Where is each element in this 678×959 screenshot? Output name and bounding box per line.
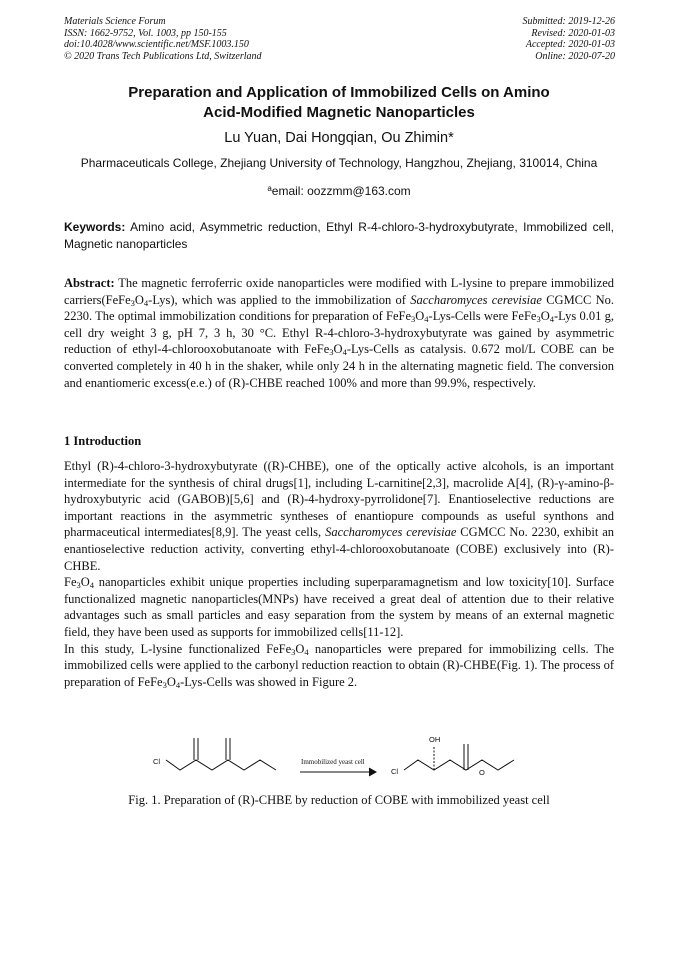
formula-element-o: O — [540, 309, 550, 324]
keywords-label: Keywords: — [64, 220, 126, 234]
formula-fe3o4 — [399, 309, 429, 323]
formula-fe3o4 — [64, 575, 94, 589]
formula-subscript-3: 3 — [291, 646, 296, 657]
intro-text: nanoparticles exhibit unique properties including superparamagnetism and low toxicity[10]. Surface functionalized magnetic nanoparticles(MNPs) have received a great deal of attention due to their relative advantages such as small particles and easy separation from the system by means of an external magnetic field, they have been used as supports for immobilized cells[11-12]. — [64, 575, 614, 639]
copyright-line: © 2020 Trans Tech Publications Ltd, Switzerland — [64, 50, 262, 62]
abstract — [64, 275, 614, 391]
formula-element-fe: Fe — [523, 309, 537, 324]
intro-text: In this study, L-lysine functionalized Fe — [64, 641, 279, 656]
intro-text: nanoparticles were prepared for immobilizing cells. The immobilized cells were applied to the carbonyl reduction reaction to obtain (R)-CHBE(Fig. 1). The process of preparation of Fe — [64, 641, 614, 689]
intro-text: Ethyl (R)-4-chloro-3-hydroxybutyrate ((R)-CHBE), one of the optically active alcohols, is an important intermediate for the synthesis of chiral drugs[1], including L-carnitine[2,3], macrolide A[4], (R)-γ-amino-β-hydroxybutyric acid (GABOB)[5,6] and (R)-4-hydroxy-pyrrolidone[7]. Enantioselective reductions are important reactions in the asymmetric syntheses of enantiopure compounds as useful synthons and pharmaceutical intermediates[8,9]. The yeast cells, — [64, 459, 614, 540]
formula-fe3o4 — [118, 293, 148, 307]
section-heading-introduction: 1 Introduction — [64, 434, 142, 448]
abstract-text: CGMCC No. 2230. The optimal immobilization conditions for preparation of Fe — [64, 292, 615, 324]
formula-subscript-3: 3 — [162, 679, 167, 690]
formula-fe3o4 — [524, 309, 554, 323]
formula-subscript-3: 3 — [411, 314, 416, 325]
formula-element-fe: Fe — [64, 575, 77, 590]
title-line-2: Acid-Modified Magnetic Nanoparticles — [203, 104, 475, 121]
formula-fe3o4 — [150, 675, 180, 689]
formula-subscript-4: 4 — [304, 646, 309, 657]
intro-paragraph-3 — [64, 641, 614, 691]
intro-paragraph-2 — [64, 574, 614, 640]
abstract-text: -Lys 0.01 g, cell dry weight 3 g, pH 7, 3 h, 30 °C. Ethyl R-4-chloro-3-hydroxybutyrate was gained by asymmetric reduction of ethyl-4-chlorooxobutanoate with Fe — [64, 309, 614, 357]
authors: Lu Yuan, Dai Hongqian, Ou Zhimin* — [224, 130, 454, 146]
online-date: Online: 2020-07-20 — [535, 50, 615, 62]
species-name: Saccharomyces cerevisiae — [325, 525, 457, 540]
cobe-carbonyl — [194, 738, 198, 760]
title-line-1: Preparation and Application of Immobilized Cells on Amino — [128, 84, 550, 101]
submitted-date: Submitted: 2019-12-26 — [522, 16, 615, 27]
abstract-text: -Lys-Cells as catalysis. 0.672 mol/L COBE can be converted completely in 40 h in the shaker, while only 24 h in the alternating magnetic field. The conversion and enantiomeric excess(e.e.) of (R)-CHBE reached 100% and more than 99.9%, respectively. — [64, 342, 614, 390]
formula-element-fe: Fe — [316, 342, 330, 357]
introduction-body — [64, 458, 614, 690]
journal-name: Materials Science Forum — [64, 16, 166, 27]
cobe-carbonyl — [226, 738, 230, 760]
formula-subscript-4: 4 — [549, 314, 554, 325]
formula-element-o: O — [166, 674, 176, 689]
formula-subscript-3: 3 — [329, 347, 334, 358]
figure-caption: Fig. 1. Preparation of (R)-CHBE by reduction of COBE with immobilized yeast cell — [128, 793, 550, 807]
paper-title — [80, 83, 598, 123]
chbe-carbonyl — [464, 744, 468, 770]
email-address: email: oozzmm@163.com — [271, 184, 411, 198]
issn-line: ISSN: 1662-9752, Vol. 1003, pp 150-155 — [64, 27, 227, 39]
formula-element-o: O — [295, 641, 305, 656]
keywords — [64, 219, 614, 253]
abstract-text: -Lys-Cells were Fe — [428, 309, 524, 324]
formula-subscript-4: 4 — [143, 297, 149, 308]
formula-element-fe: Fe — [118, 292, 131, 307]
chlorine-label: Cl — [153, 757, 161, 766]
affiliation: Pharmaceuticals College, Zhejiang University of Technology, Hangzhou, Zhejiang, 310014, China — [80, 156, 598, 170]
arrow-label: Immobilized yeast cell — [301, 758, 365, 766]
formula-element-o: O — [134, 292, 144, 307]
abstract-text: -Lys), which was applied to the immobilization of — [148, 292, 411, 307]
abstract-text: The magnetic ferroferric oxide nanoparticles were modified with L-lysine to prepare immobilized carriers(Fe — [64, 276, 614, 307]
formula-subscript-4: 4 — [424, 314, 429, 325]
formula-subscript-3: 3 — [76, 580, 81, 591]
formula-fe3o4 — [317, 342, 347, 356]
intro-text: -Lys-Cells was showed in Figure 2. — [180, 674, 358, 689]
reaction-scheme — [140, 726, 540, 790]
hydroxyl-label: OH — [429, 735, 441, 744]
intro-text: CGMCC No. 2230, exhibit an enantioselective reduction activity, converting ethyl-4-chlorooxobutanoate (COBE) exclusively into (R)-CHBE. — [64, 525, 614, 573]
journal-header-right — [523, 16, 616, 62]
formula-element-fe: Fe — [150, 674, 163, 689]
abstract-label: Abstract: — [64, 276, 115, 290]
formula-element-fe: Fe — [278, 641, 292, 656]
doi-line: doi:10.4028/www.scientific.net/MSF.1003.150 — [64, 39, 249, 50]
intro-paragraph-1 — [64, 458, 614, 574]
chbe-bond — [404, 760, 514, 770]
formula-subscript-4: 4 — [175, 679, 181, 690]
email-superscript: a — [267, 184, 272, 193]
accepted-date: Accepted: 2020-01-03 — [525, 39, 615, 50]
formula-subscript-4: 4 — [89, 580, 95, 591]
formula-subscript-3: 3 — [536, 314, 541, 325]
formula-subscript-3: 3 — [130, 297, 135, 308]
revised-date: Revised: 2020-01-03 — [531, 27, 615, 39]
formula-fe3o4 — [279, 642, 309, 656]
ester-oxygen-label: O — [479, 768, 485, 777]
formula-subscript-4: 4 — [342, 347, 347, 358]
formula-element-o: O — [333, 342, 343, 357]
journal-header-left — [64, 16, 262, 62]
keywords-text: Amino acid, Asymmetric reduction, Ethyl R-4-chloro-3-hydroxybutyrate, Immobilized cell, Magnetic nanoparticles — [64, 220, 614, 251]
formula-element-o: O — [80, 575, 90, 590]
formula-element-o: O — [415, 309, 425, 324]
species-name: Saccharomyces cerevisiae — [410, 292, 542, 307]
formula-element-fe: Fe — [398, 309, 412, 324]
arrowhead — [369, 768, 376, 776]
email-line — [64, 181, 614, 199]
chlorine-label: Cl — [391, 767, 399, 776]
cobe-bond — [166, 760, 276, 770]
